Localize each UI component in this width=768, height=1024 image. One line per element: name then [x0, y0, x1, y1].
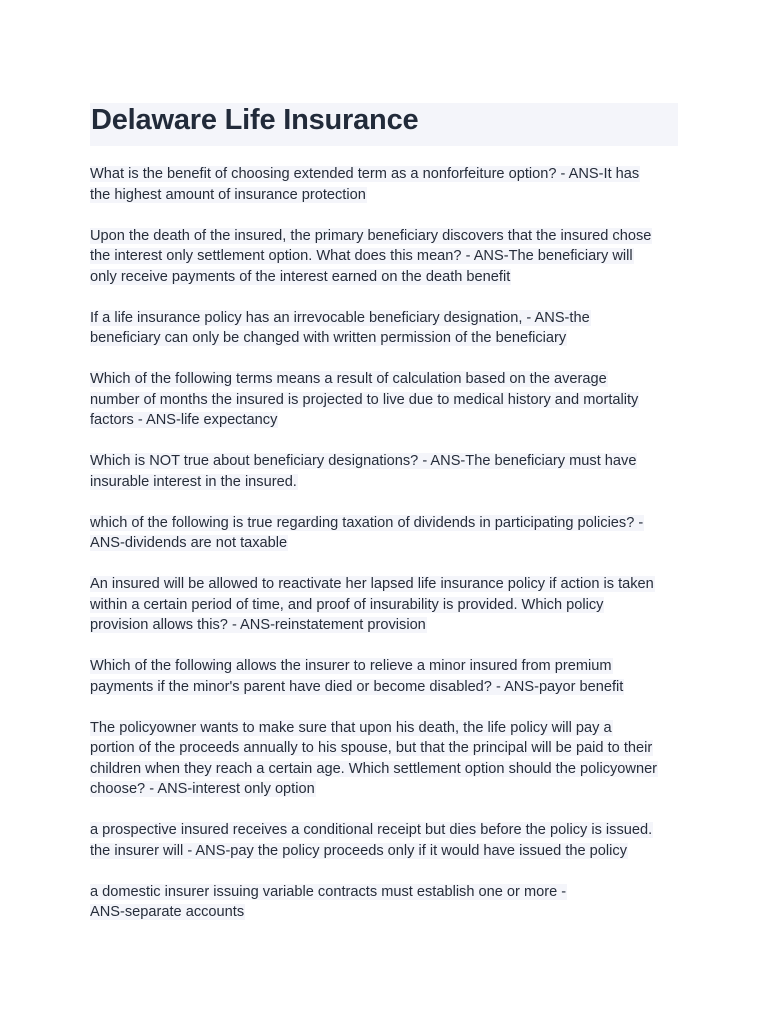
text-line: which of the following is true regarding taxation of dividends in participating policies? - — [90, 514, 644, 531]
text-line: the interest only settlement option. What does this mean? - ANS-The beneficiary will — [90, 248, 633, 264]
text-line: An insured will be allowed to reactivate her lapsed life insurance policy if action is taken — [90, 576, 654, 592]
text-line: payments if the minor's parent have died or become disabled? - ANS-payor benefit — [90, 678, 624, 695]
text-line: within a certain period of time, and proof of insurability is provided. Which policy — [90, 596, 604, 613]
qa-item — [90, 656, 690, 697]
text-line: Which of the following allows the insurer to relieve a minor insured from premium — [90, 658, 612, 674]
text-line: a prospective insured receives a conditional receipt but dies before the policy is issued. — [90, 822, 653, 838]
text-line: provision allows this? - ANS-reinstatement provision — [90, 617, 426, 633]
text-line: number of months the insured is projected to live due to medical history and mortality — [90, 391, 639, 408]
text-line: insurable interest in the insured. — [90, 473, 297, 490]
qa-item — [90, 574, 690, 636]
qa-item — [90, 513, 690, 554]
text-line: beneficiary can only be changed with written permission of the beneficiary — [90, 330, 567, 346]
text-line: Which of the following terms means a result of calculation based on the average — [90, 371, 607, 387]
text-line: choose? - ANS-interest only option — [90, 781, 315, 797]
text-line: a domestic insurer issuing variable contracts must establish one or more - — [90, 883, 567, 900]
qa-list — [90, 164, 690, 943]
text-line: ANS-dividends are not taxable — [90, 535, 288, 551]
text-line: Which is NOT true about beneficiary designations? - ANS-The beneficiary must have — [90, 453, 637, 469]
qa-item — [90, 164, 690, 205]
qa-item — [90, 308, 690, 349]
qa-item — [90, 820, 690, 861]
qa-item — [90, 718, 690, 800]
text-line: Upon the death of the insured, the primary beneficiary discovers that the insured chose — [90, 227, 652, 244]
text-line: ANS-separate accounts — [90, 904, 245, 920]
text-line: the highest amount of insurance protection — [90, 186, 366, 203]
text-line: factors - ANS-life expectancy — [90, 412, 278, 428]
text-line: portion of the proceeds annually to his spouse, but that the principal will be paid to their — [90, 740, 653, 756]
text-line: children when they reach a certain age. Which settlement option should the policyowner — [90, 760, 658, 777]
qa-item — [90, 882, 690, 923]
text-line: What is the benefit of choosing extended term as a nonforfeiture option? - ANS-It has — [90, 166, 640, 182]
text-line: the insurer will - ANS-pay the policy proceeds only if it would have issued the policy — [90, 842, 627, 859]
qa-item — [90, 369, 690, 431]
text-line: If a life insurance policy has an irrevocable beneficiary designation, - ANS-the — [90, 309, 590, 326]
text-line: The policyowner wants to make sure that upon his death, the life policy will pay a — [90, 719, 612, 736]
text-line: only receive payments of the interest earned on the death benefit — [90, 268, 511, 285]
qa-item — [90, 226, 690, 288]
page-title: Delaware Life Insurance — [91, 104, 419, 136]
qa-item — [90, 451, 690, 492]
